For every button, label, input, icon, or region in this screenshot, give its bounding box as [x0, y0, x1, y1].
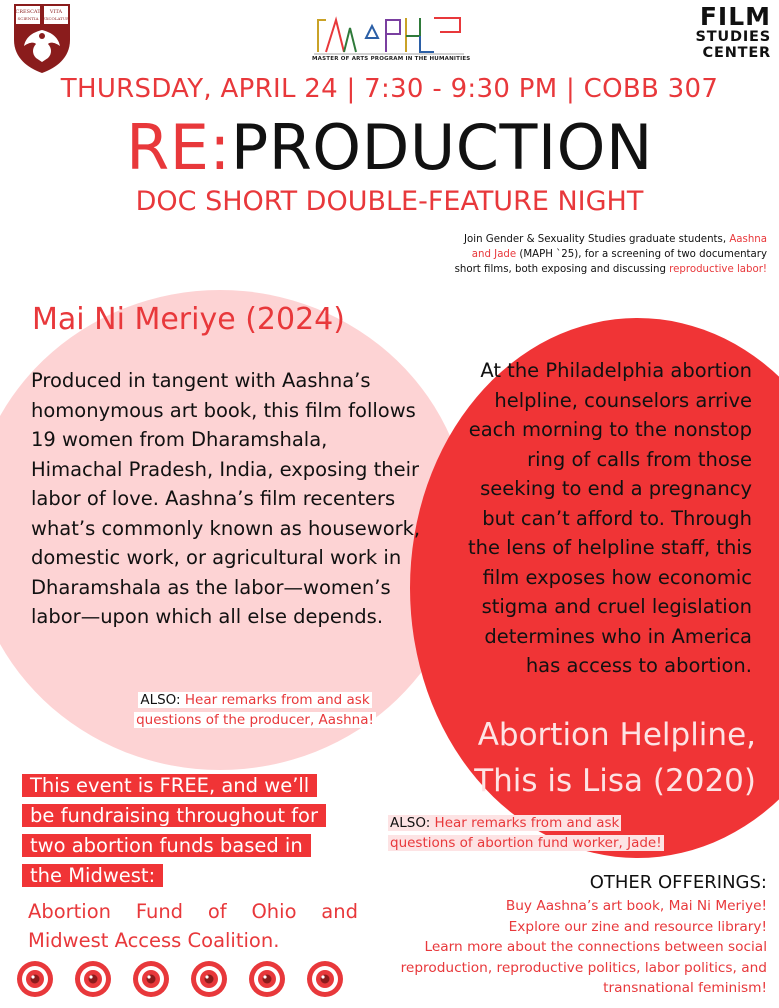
film2-also-label: ALSO:: [390, 815, 431, 831]
target-eye-icon: [190, 960, 228, 998]
film1-also-label: ALSO:: [140, 692, 181, 708]
film2-title-line2: This is Lisa (2020): [474, 763, 756, 799]
film-studies-center-logo: [696, 4, 772, 60]
offering-item-1: Buy Aashna’s art book, Mai Ni Meriye!: [505, 898, 767, 914]
intro-text: [447, 232, 767, 277]
film2-also-text1: Hear remarks from and ask: [430, 815, 620, 831]
free-line-1: This event is FREE, and we’ll: [22, 774, 317, 797]
film1-also-text2: questions of the producer, Aashna!: [136, 712, 374, 728]
title-red-part: RE:: [126, 111, 231, 184]
film2-also-text2: questions of abortion fund worker, Jade!: [390, 835, 662, 851]
university-crest-icon: [12, 2, 72, 74]
title-black-part: PRODUCTION: [230, 111, 653, 184]
crest-motto-4: EXCOLATUR: [42, 16, 70, 21]
film1-also-note: [120, 690, 390, 730]
film1-title: Mai Ni Meriye (2024): [32, 302, 345, 337]
event-subtitle: DOC SHORT DOUBLE-FEATURE NIGHT: [135, 186, 644, 217]
free-event-notice: [22, 771, 352, 891]
intro-part1: Join Gender & Sexuality Studies graduate students,: [464, 234, 730, 245]
target-eye-icon: [248, 960, 286, 998]
film2-title: [440, 712, 756, 804]
film-studies-line3: CENTER: [702, 44, 771, 61]
intro-names: Aashna and Jade: [471, 234, 767, 260]
film1-also-text1: Hear remarks from and ask: [180, 692, 370, 708]
free-line-3: two abortion funds based in: [22, 834, 311, 857]
intro-topic: reproductive labor!: [669, 264, 767, 275]
film2-description: At the Philadelphia abortion helpline, counselors arrive each morning to the nonstop ring of calls from those seeking to end a pregnancy but can’t afford to. Through the lens of helpline staff, this film exposes how economic stigma and cruel legislation determines who in America has access to abortion.: [467, 359, 752, 677]
abortion-funds-list: Abortion Fund of Ohio and Midwest Access Coalition.: [28, 900, 358, 952]
crest-motto-3: VITA: [49, 9, 63, 15]
crest-motto-2: SCIENTIA: [17, 16, 39, 21]
film1-description: Produced in tangent with Aashna’s homonymous art book, this film follows 19 women from Dharamshala, Himachal Pradesh, India, exposing their labor of love. Aashna’s film recenters what’s commonly known as housework, domestic work, or agricultural work in Dharamshala as the labor—women’s labor—upon which all else depends.: [31, 369, 421, 628]
film2-also-note: [388, 813, 708, 853]
target-eye-icon: [306, 960, 344, 998]
target-eye-icon: [132, 960, 170, 998]
film-studies-line1: FILM: [699, 2, 771, 31]
target-icons-row: [16, 960, 376, 1004]
free-line-2: be fundraising throughout for: [22, 804, 326, 827]
event-dateline: THURSDAY, APRIL 24 | 7:30 - 9:30 PM | COBB 307: [60, 74, 719, 104]
offering-item-3: Learn more about the connections between social reproduction, reproductive politics, labor politics, and transnational feminism!: [400, 939, 767, 996]
target-eye-icon: [16, 960, 54, 998]
maph-subtitle: MASTER OF ARTS PROGRAM IN THE HUMANITIES: [312, 56, 471, 62]
intro-part2: (MAPH `25), for a screening of two documentary short films, both exposing and discussing: [454, 249, 767, 275]
film2-title-line1: Abortion Helpline,: [477, 717, 756, 753]
event-title: [0, 112, 779, 184]
target-eye-icon: [74, 960, 112, 998]
film-studies-line2: STUDIES: [695, 29, 771, 45]
offering-item-2: Explore our zine and resource library!: [508, 918, 767, 935]
free-line-4: the Midwest:: [22, 864, 163, 887]
other-offerings-list: [347, 896, 767, 999]
other-offerings-heading: OTHER OFFERINGS:: [589, 872, 767, 893]
crest-motto-1: CRESCAT: [15, 9, 41, 15]
